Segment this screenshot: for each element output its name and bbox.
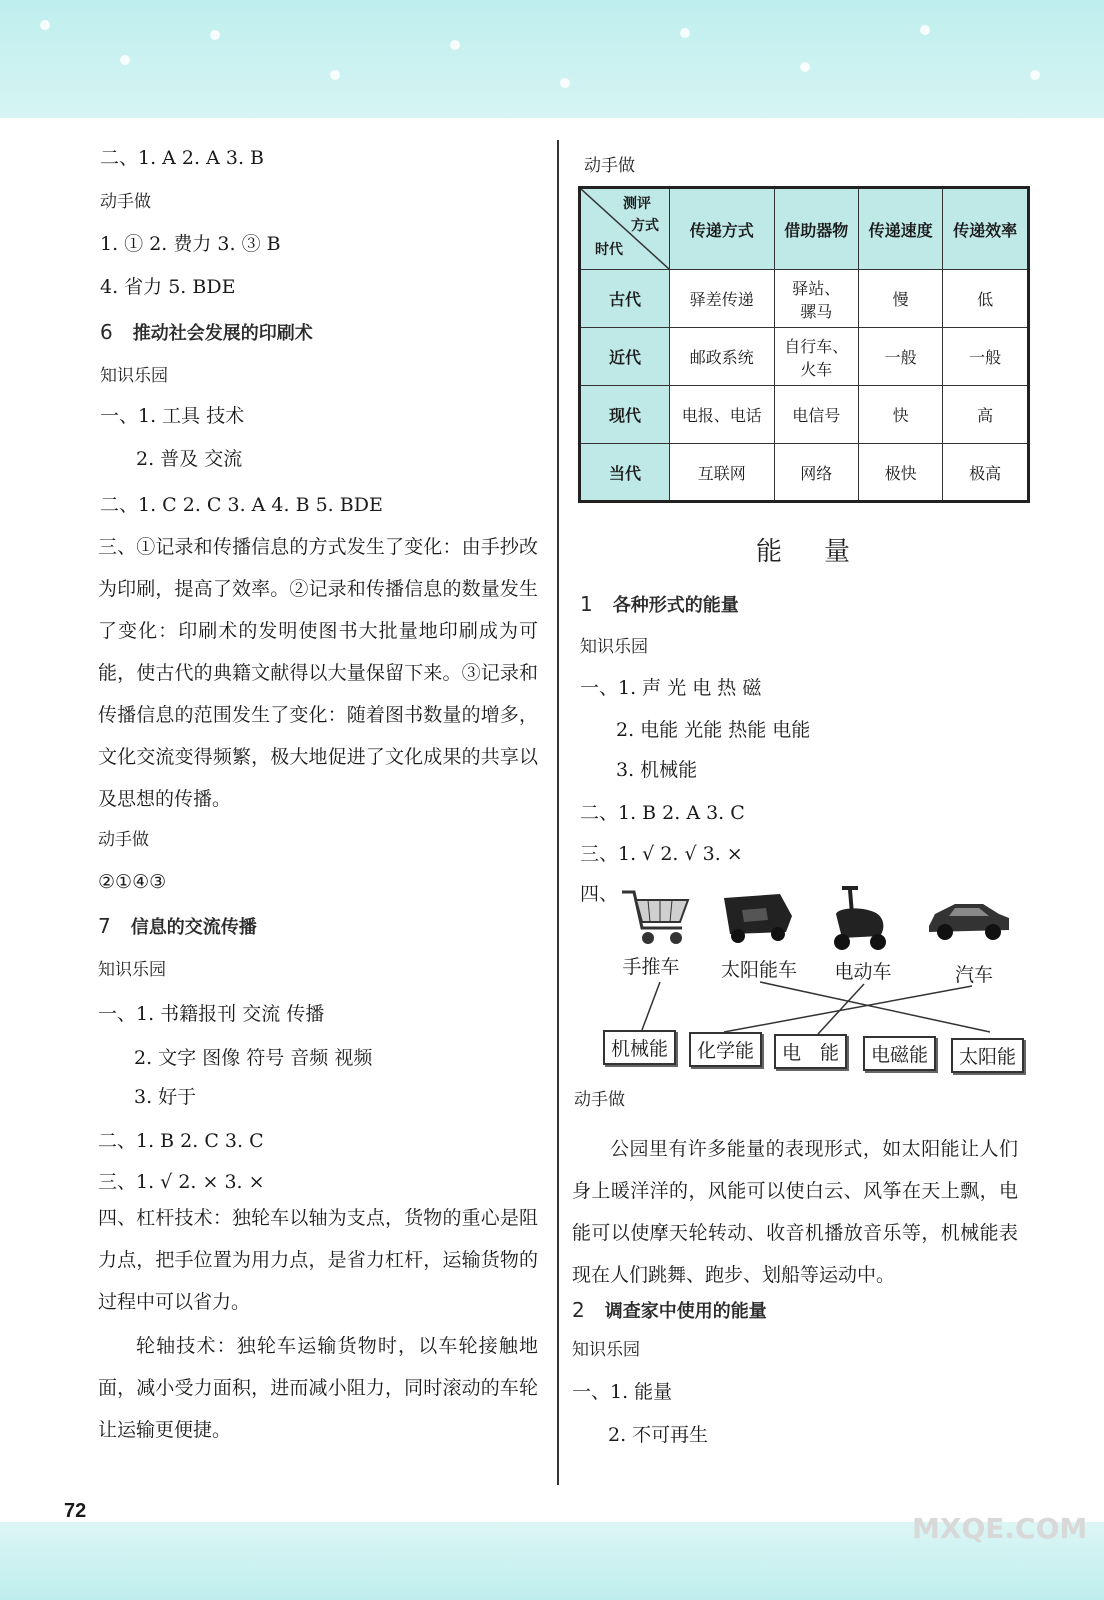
table-corner-cell xyxy=(580,188,670,270)
energy-box: 化学能 xyxy=(689,1032,762,1067)
answer-paragraph: 公园里有许多能量的表现形式，如太阳能让人们身上暖洋洋的，风能可以使白云、风筝在天上飘，电能可以使摩天轮转动、收音机播放音乐等，机械能表现在人们跳舞、跑步、划船等运动中。 xyxy=(572,1138,1018,1286)
top-decorative-band xyxy=(0,0,1104,118)
section-heading: 动手做 xyxy=(100,192,151,212)
lesson-name: 调查家中使用的能量 xyxy=(604,1301,767,1322)
car-icon xyxy=(925,896,1013,942)
section-heading: 动手做 xyxy=(574,1090,625,1110)
table-cell: 驿差传递 xyxy=(670,270,775,328)
column-divider xyxy=(557,140,559,1485)
answer-line: 四、 xyxy=(580,883,619,905)
answer-line: 一、1. 能量 xyxy=(572,1381,673,1403)
table-cell: 一般 xyxy=(858,328,942,386)
decor-dot xyxy=(1030,70,1040,80)
table-row xyxy=(580,270,1029,328)
table-cell: 网络 xyxy=(774,444,858,502)
lesson-name: 推动社会发展的印刷术 xyxy=(132,323,313,344)
corner-label: 方式 xyxy=(631,218,659,234)
table-cell: 邮政系统 xyxy=(670,328,775,386)
lesson-number: 1 xyxy=(580,592,593,616)
answer-line: 一、1. 工具 技术 xyxy=(100,405,245,427)
table-cell: 电信号 xyxy=(774,386,858,444)
answer-line: 二、1. B 2. C 3. C xyxy=(98,1130,264,1152)
lesson-title xyxy=(572,1298,767,1324)
answer-line: 二、1. A 2. A 3. B xyxy=(100,147,264,169)
table-era-cell: 古代 xyxy=(580,270,670,328)
table-era-cell: 现代 xyxy=(580,386,670,444)
table-cell: 互联网 xyxy=(670,444,775,502)
table-cell: 驿站、 骡马 xyxy=(774,270,858,328)
answer-paragraph: 三、①记录和传播信息的方式发生了变化：由手抄改为印刷，提高了效率。②记录和传播信息的数量发生了变化：印刷术的发明使图书大批量地印刷成为可能，使古代的典籍文献得以大量保留下来。③记录和传播信息的范围发生了变化：随着图书数量的增多，文化交流变得频繁，极大地促进了文化成果的共享以及思想的传播。 xyxy=(98,536,538,810)
table-era-cell: 近代 xyxy=(580,328,670,386)
corner-label: 测评 xyxy=(623,196,651,212)
electric-scooter-icon xyxy=(830,884,890,954)
solar-car-icon xyxy=(720,890,796,946)
shopping-cart-icon xyxy=(618,886,694,948)
answer-line: 2. 电能 光能 热能 电能 xyxy=(616,719,811,741)
table-header: 传递效率 xyxy=(943,188,1029,270)
vehicle-label: 电动车 xyxy=(834,961,892,983)
answer-line: 3. 好于 xyxy=(134,1086,197,1108)
decor-dot xyxy=(560,78,570,88)
decor-dot xyxy=(210,30,220,40)
lesson-number: 7 xyxy=(98,914,111,938)
answer-line: 2. 不可再生 xyxy=(608,1424,709,1446)
decor-dot xyxy=(120,55,130,65)
table-row xyxy=(580,386,1029,444)
decor-dot xyxy=(40,20,50,30)
table-cell: 快 xyxy=(858,386,942,444)
answer-line: 三、1. √ 2. √ 3. × xyxy=(580,843,743,865)
table-header: 借助器物 xyxy=(774,188,858,270)
lesson-title xyxy=(580,592,739,618)
vehicle-label: 汽车 xyxy=(954,964,993,986)
decor-dot xyxy=(450,40,460,50)
lesson-name: 信息的交流传播 xyxy=(130,917,257,938)
page-number: 72 xyxy=(64,1500,87,1522)
answer-paragraph: 四、杠杆技术：独轮车以轴为支点，货物的重心是阻力点，把手位置为用力点，是省力杠杆，运输货物的过程中可以省力。 xyxy=(98,1207,538,1313)
table-cell: 电报、电话 xyxy=(670,386,775,444)
energy-box: 太阳能 xyxy=(951,1038,1024,1073)
vehicle-label: 太阳能车 xyxy=(720,959,797,981)
answer-line: 2. 普及 交流 xyxy=(136,448,243,470)
answer-line: 二、1. B 2. A 3. C xyxy=(580,802,745,824)
section-heading: 知识乐园 xyxy=(572,1340,640,1360)
table-era-cell: 当代 xyxy=(580,444,670,502)
answer-line: 4. 省力 5. BDE xyxy=(100,276,236,298)
answer-line: ②①④③ xyxy=(98,871,167,893)
energy-box: 电磁能 xyxy=(863,1036,936,1071)
vehicle-label: 手推车 xyxy=(622,956,680,978)
lesson-title xyxy=(100,320,313,346)
table-cell: 极高 xyxy=(943,444,1029,502)
table-header: 传递速度 xyxy=(858,188,942,270)
answer-line: 3. 机械能 xyxy=(616,759,698,781)
corner-label: 时代 xyxy=(595,242,623,258)
lesson-name: 各种形式的能量 xyxy=(612,595,739,616)
section-heading: 知识乐园 xyxy=(580,637,648,657)
section-heading: 知识乐园 xyxy=(98,960,166,980)
decor-dot xyxy=(680,28,690,38)
table-cell: 慢 xyxy=(858,270,942,328)
decor-dot xyxy=(920,25,930,35)
answer-line: 二、1. C 2. C 3. A 4. B 5. BDE xyxy=(100,494,383,516)
answer-line: 2. 文字 图像 符号 音频 视频 xyxy=(134,1047,373,1069)
watermark: MXQE.COM xyxy=(912,1512,1088,1545)
lesson-number: 2 xyxy=(572,1298,585,1322)
answer-line: 一、1. 声 光 电 热 磁 xyxy=(580,677,762,699)
answer-line: 一、1. 书籍报刊 交流 传播 xyxy=(98,1003,325,1025)
table-row xyxy=(580,328,1029,386)
info-transmission-table xyxy=(578,186,1030,503)
decor-dot xyxy=(800,62,810,72)
energy-box: 机械能 xyxy=(603,1030,676,1065)
lesson-number: 6 xyxy=(100,320,113,344)
section-heading: 动手做 xyxy=(584,156,635,176)
table-cell: 极快 xyxy=(858,444,942,502)
answer-line: 1. ① 2. 费力 3. ③ B xyxy=(100,233,281,255)
section-heading: 知识乐园 xyxy=(100,366,168,386)
matching-lines xyxy=(600,960,1040,1040)
table-cell: 高 xyxy=(943,386,1029,444)
table-header: 传递方式 xyxy=(670,188,775,270)
unit-title: 能量 xyxy=(756,537,893,567)
table-cell: 一般 xyxy=(943,328,1029,386)
answer-paragraph: 轮轴技术：独轮车运输货物时，以车轮接触地面，减小受力面积，进而减小阻力，同时滚动的车轮让运输更便捷。 xyxy=(98,1335,538,1441)
table-row xyxy=(580,444,1029,502)
lesson-title xyxy=(98,914,257,940)
answer-line: 三、1. √ 2. × 3. × xyxy=(98,1171,265,1193)
energy-box: 电 能 xyxy=(774,1034,847,1069)
table-cell: 低 xyxy=(943,270,1029,328)
decor-dot xyxy=(330,70,340,80)
table-cell: 自行车、 火车 xyxy=(774,328,858,386)
section-heading: 动手做 xyxy=(98,830,149,850)
